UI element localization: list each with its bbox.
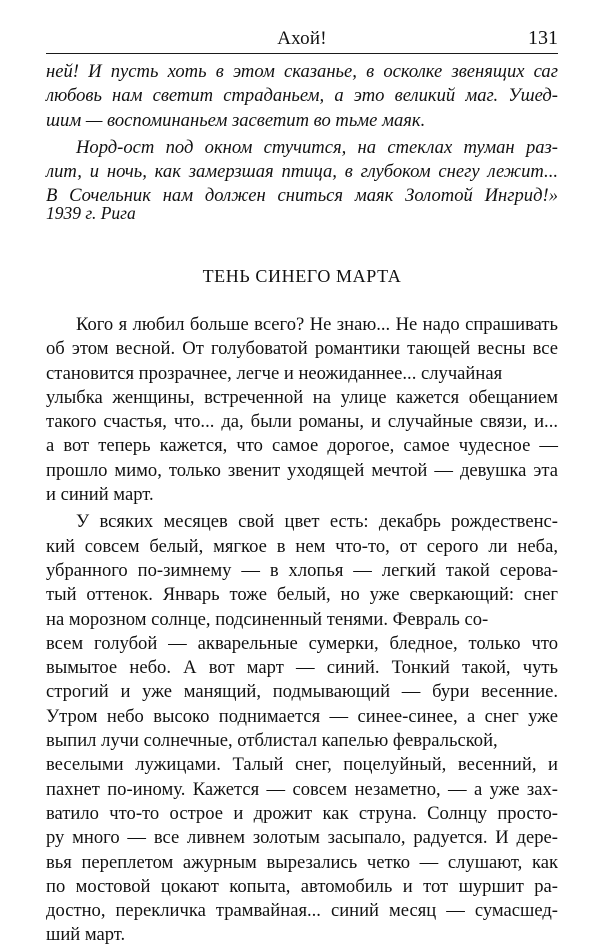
text-line: и синий март. xyxy=(46,484,154,506)
text-line: об этом весной. От голубоватой романтики тающей весны все xyxy=(46,338,558,360)
poem-stanza-1 xyxy=(46,60,558,133)
text-line: строгий и уже манящий, подмывающий — бури весенние. xyxy=(46,681,558,703)
text-line: пахнет по-иному. Кажется — совсем незаметно, — а уже зах- xyxy=(46,778,558,800)
running-head xyxy=(46,26,558,54)
text-line: на морозном солнце, подсиненный тенями. Февраль со- xyxy=(46,608,489,630)
text-line: достно, перекличка трамвайная... синий месяц — сумасшед- xyxy=(46,900,558,922)
poem-line: В Сочельник нам должен сниться маяк Золотой Ингрид!» xyxy=(46,185,558,207)
text-line: У всяких месяцев свой цвет есть: декабрь рождественс- xyxy=(76,511,558,533)
text-line: всем голубой — акварельные сумерки, бледное, только что xyxy=(46,632,558,654)
header-rule xyxy=(46,53,558,54)
poem-line: Норд-ост под окном стучится, на стеклах туман раз- xyxy=(76,136,558,158)
text-line: а вот теперь кажется, что самое дорогое, самое чудесное — xyxy=(46,435,558,457)
text-line: по мостовой цокают копыта, автомобиль и тот шуршит ра- xyxy=(46,875,558,897)
poem-fragment xyxy=(46,60,558,209)
poem-line: лит, и ночь, как замерзшая птица, в глубоком снегу лежит... xyxy=(46,161,558,183)
running-title: Ахой! xyxy=(277,28,327,49)
text-line: тый оттенок. Январь тоже белый, но уже сверкающий: снег xyxy=(46,584,558,606)
text-line: ватило что-то острое и дрожит как струна. Солнцу просто- xyxy=(46,802,558,824)
chapter-body xyxy=(46,313,558,948)
paragraph-1 xyxy=(46,313,558,507)
text-line: веселыми лужицами. Талый снег, поцелуйный, весенний, и xyxy=(46,754,558,776)
text-line: вья переплетом ажурным вырезались четко — слушают, как xyxy=(46,851,558,873)
text-line: вымытое небо. А вот март — синий. Тонкий такой, чуть xyxy=(46,657,558,679)
paragraph-2 xyxy=(46,510,558,947)
book-page xyxy=(46,0,558,946)
text-line: улыбка женщины, встреченной на улице кажется обещанием xyxy=(46,386,558,408)
poem-line: ней! И пусть хоть в этом сказанье, в осколке звенящих саг xyxy=(46,61,558,82)
text-line: становится прозрачнее, легче и неожиданнее... случайная xyxy=(46,362,503,384)
text-line: Утром небо высоко поднимается — синее-синее, а снег уже xyxy=(46,705,558,727)
text-line: убранного по-зимнему — в хлопья — легкий такой серова- xyxy=(46,559,558,581)
page-number: 131 xyxy=(528,27,558,49)
chapter-title: ТЕНЬ СИНЕГО МАРТА xyxy=(202,266,402,286)
poem-dateline: 1939 г. Рига xyxy=(46,203,136,223)
text-line: прошло мимо, только звенит уходящей мечтой — девушка эта xyxy=(46,459,558,481)
text-line: ший март. xyxy=(46,924,126,946)
poem-stanza-2 xyxy=(46,136,558,209)
text-line: кий совсем белый, мягкое в нем что-то, от серого ли неба, xyxy=(46,535,558,557)
poem-line: любовь нам светит страданьем, а это великий маг. Ушед- xyxy=(46,85,558,107)
poem-line: шим — воспоминаньем засветит во тьме маяк. xyxy=(46,109,426,131)
text-line: такого счастья, что... да, были романы, и случайные связи, и... xyxy=(46,411,558,433)
text-line: ру много — все ливнем золотым засыпало, радуется. И дере- xyxy=(46,827,558,849)
text-line: Кого я любил больше всего? Не знаю... Не надо спрашивать xyxy=(76,314,558,335)
text-line: выпил лучи солнечные, отблистал капелью февральской, xyxy=(46,730,498,752)
